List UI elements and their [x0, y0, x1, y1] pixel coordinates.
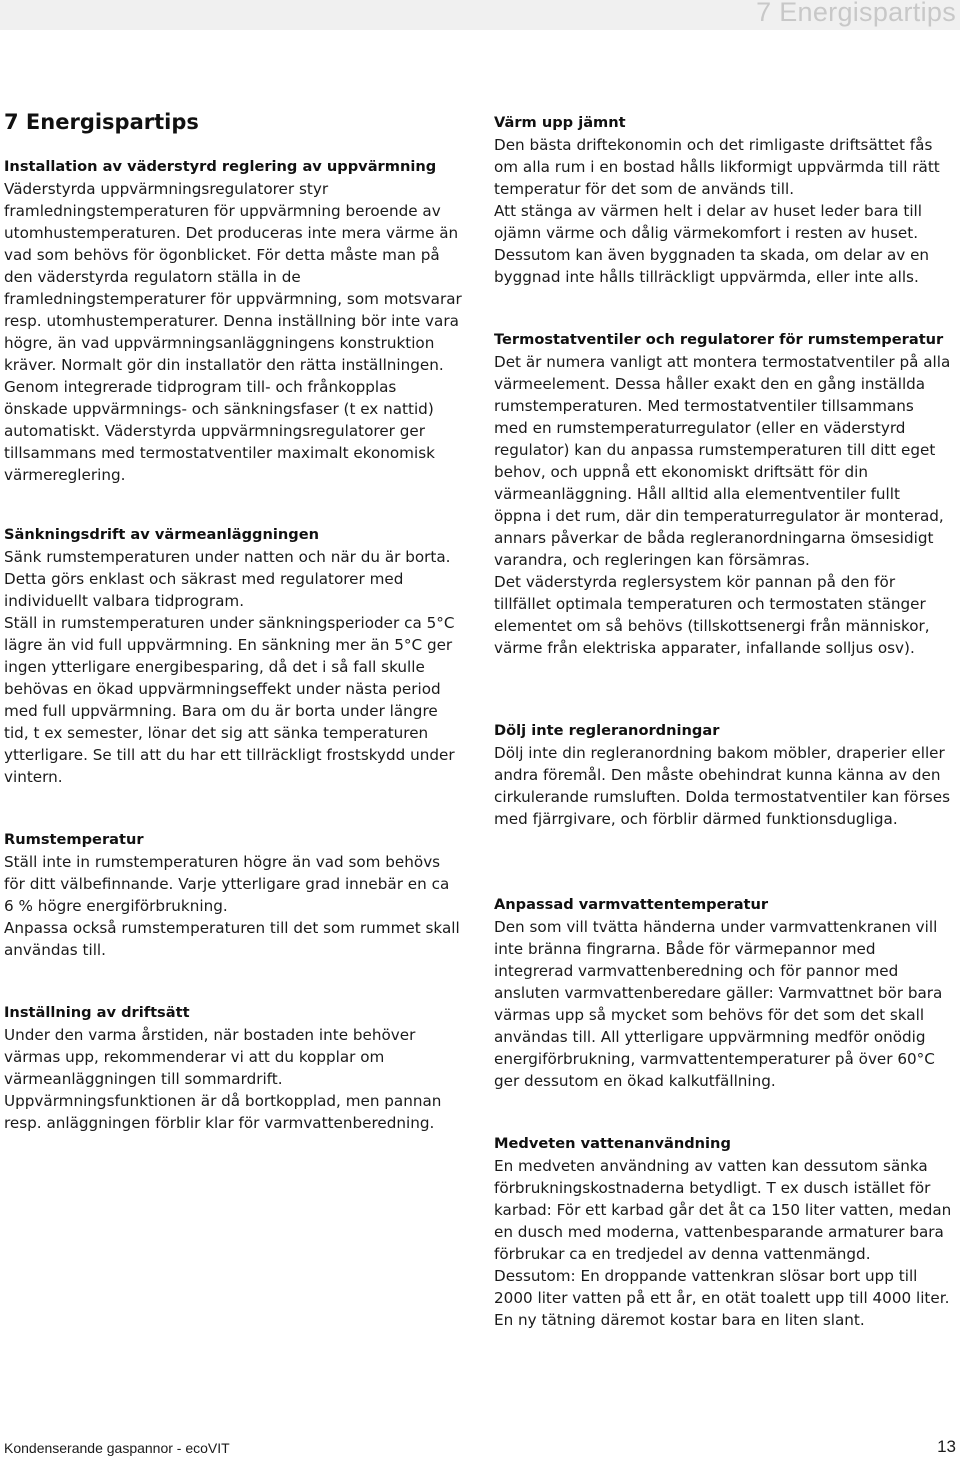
section-paragraph: En medveten användning av vatten kan dessutom sänka förbrukningskostnaderna betydligt. T ex dusch istället för karbad: För ett karbad går det åt ca 150 liter vatten, medan en dusch med moderna, vattenbesparande armaturer bara förbrukar ca en tredjedel av denna vattenmängd. [494, 1157, 952, 1263]
section-thermostat-valves [494, 329, 952, 659]
section-paragraph: Uppvärmningsfunktionen är då bortkopplad, men pannan resp. anläggningen förblir klar för varmvattenberedning. [4, 1092, 442, 1132]
section-paragraph: Det väderstyrda reglersystem kör pannan på den för tillfället optimala temperaturen och termostaten stänger elementet om så behövs (tillskottsenergi från människor, värme från elektriska apparater, infallande solljus osv). [494, 573, 930, 657]
section-heading: Medveten vattenanvändning [494, 1135, 731, 1152]
section-heading: Anpassad varmvattentemperatur [494, 896, 769, 913]
section-heading: Termostatventiler och regulatorer för rumstemperatur [494, 331, 944, 348]
section-setback-mode [4, 524, 462, 788]
section-heading: Sänkningsdrift av värmeanläggningen [4, 526, 320, 543]
section-paragraph: Att stänga av värmen helt i delar av huset leder bara till ojämn värme och dålig värmekomfort i resten av huset. [494, 202, 922, 242]
section-heading: Rumstemperatur [4, 831, 144, 848]
section-paragraph: Ställ in rumstemperaturen under sänkningsperioder ca 5°C lägre än vid full uppvärmning. En sänkning mer än 5°C ger ingen ytterligare energibesparing, då det i så fall skulle behövas en ökad uppvärmningseffekt under nästa period med full uppvärmning. Bara om du är borta under längre tid, t ex semester, lönar det sig att sänka temperaturen ytterligare. Se till att du har ett tillräckligt frostskydd under vintern. [4, 614, 455, 786]
section-room-temperature [4, 829, 462, 961]
section-paragraph: Väderstyrda uppvärmningsregulatorer styr framledningstemperaturen för uppvärmning beroende av utomhustemperaturen. Det produceras inte mera värme än vad som behövs för ögonblicket. För detta måste man på den väderstyrda regulatorn ställa in de framledningstemperaturer för uppvärmning, som motsvarar resp. utomhustemperaturer. Denna inställning bör inte vara högre, än vad uppvärmningsanläggningens konstruktion kräver. Normalt gör din installatör den rätta inställningen. Genom integrerade tidprogram till- och frånkopplas önskade uppvärmnings- och sänkningsfaser (t ex nattid) automatiskt. Väderstyrda uppvärmningsregulatorer ger tillsammans med termostatventiler maximalt ekonomisk värmereglering. [4, 180, 462, 484]
section-paragraph: Under den varma årstiden, när bostaden inte behöver värmas upp, rekommenderar vi att du kopplar om värmeanläggningen till sommardrift. [4, 1026, 416, 1088]
section-paragraph: Anpassa också rumstemperaturen till det som rummet skall användas till. [4, 919, 460, 959]
section-heading: Värm upp jämnt [494, 114, 626, 131]
section-operating-mode [4, 1002, 462, 1134]
section-paragraph: Den bästa driftekonomin och det rimligaste driftsättet fås om alla rum i en bostad hålls likformigt uppvärmda till rätt temperatur för det som de används till. [494, 136, 940, 198]
section-water-usage [494, 1133, 952, 1331]
section-heading: Installation av väderstyrd reglering av uppvärmning [4, 158, 437, 175]
section-weather-control [4, 156, 462, 486]
chapter-title: 7 Energispartips [4, 110, 199, 134]
section-even-heating [494, 112, 952, 288]
section-paragraph: Det är numera vanligt att montera termostatventiler på alla värmeelement. Dessa håller exakt den en gång inställda rumstemperaturen. Med termostatventiler tillsammans med en rumstemperaturregulator (eller en väderstyrd regulator) kan du anpassa rumstemperaturen till ditt eget behov, och uppnå ett ekonomiskt driftsätt för din värmeanläggning. Håll alltid alla elementventiler fullt öppna i det rum, där din temperaturregulator är monterad, annars påverkar de båda regleranordningarna ömsesidigt varandra, och regleringen kan försämras. [494, 353, 951, 569]
section-paragraph: Sänk rumstemperaturen under natten och när du är borta. Detta görs enklast och säkrast med regulatorer med individuellt valbara tidprogram. [4, 548, 451, 610]
section-hidden-controls [494, 720, 952, 830]
section-paragraph: Dessutom kan även byggnaden ta skada, om delar av en byggnad inte hålls tillräckligt uppvärmda, eller inte alls. [494, 246, 930, 286]
footer-product: Kondenserande gaspannor - ecoVIT [4, 1440, 230, 1456]
section-paragraph: Ställ inte in rumstemperaturen högre än vad som behövs för ditt välbefinnande. Varje ytterligare grad innebär en ca 6 % högre energiförbrukning. [4, 853, 450, 915]
section-paragraph: Dessutom: En droppande vattenkran slösar bort upp till 2000 liter vatten på ett år, en otät toalett upp till 4000 liter. En ny tätning däremot kostar bara en liten slant. [494, 1267, 950, 1329]
page-number: 13 [937, 1437, 956, 1456]
section-hot-water-temperature [494, 894, 952, 1092]
running-header: 7 Energispartips [756, 0, 956, 27]
section-heading: Inställning av driftsätt [4, 1004, 190, 1021]
section-heading: Dölj inte regleranordningar [494, 722, 720, 739]
section-paragraph: Dölj inte din regleranordning bakom möbler, draperier eller andra föremål. Den måste obehindrat kunna känna av den cirkulerande rumsluften. Dolda termostatventiler kan förses med fjärrgivare, och förblir därmed funktionsdugliga. [494, 744, 950, 828]
header-band [0, 0, 960, 30]
section-paragraph: Den som vill tvätta händerna under varmvattenkranen vill inte bränna fingrarna. Både för värmepannor med integrerad varmvattenberedning och för pannor med ansluten varmvattenberedare gäller: Varmvattnet bör bara värmas upp så mycket som behövs för det som det skall användas till. All ytterligare uppvärmning medför onödig energiförbrukning, varmvattentemperaturer på över 60°C ger dessutom en ökad kalkutfällning. [494, 918, 943, 1090]
